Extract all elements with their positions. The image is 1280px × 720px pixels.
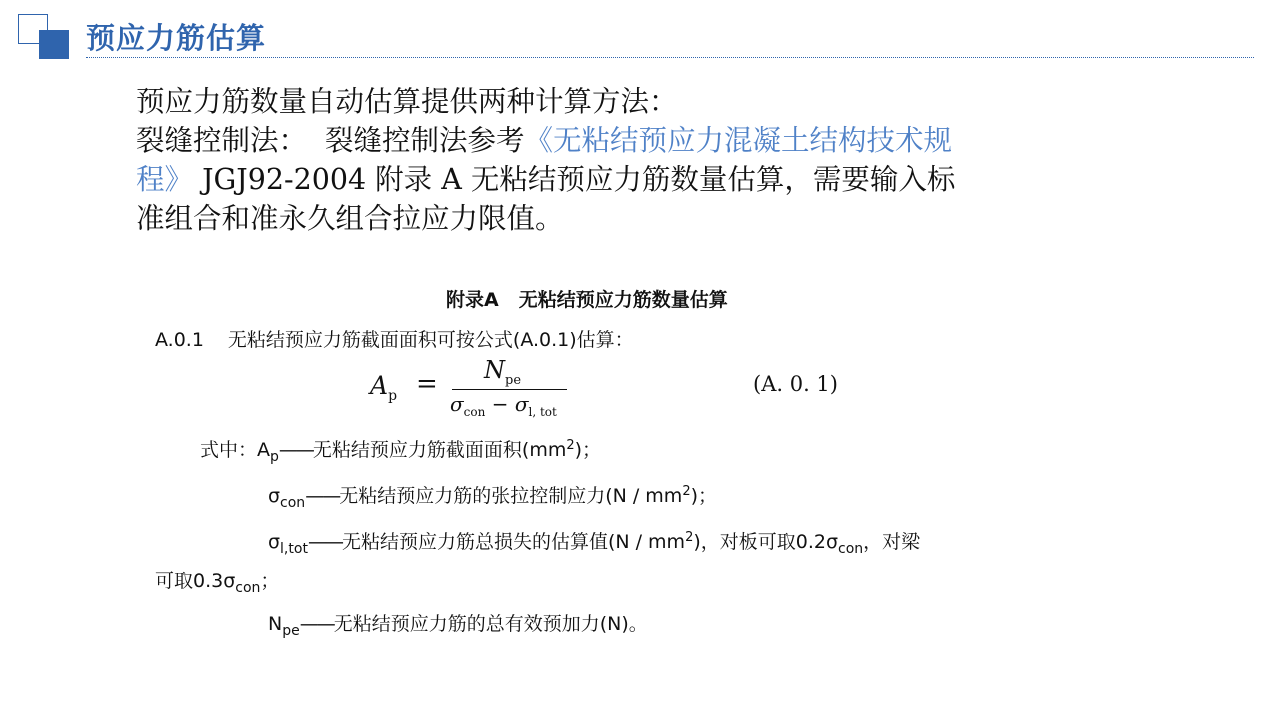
formula-lhs: $A_p$ <box>370 371 398 404</box>
appendix-title-prefix: 附录A <box>446 289 499 311</box>
intro-paragraph <box>136 82 1056 238</box>
formula-a01 <box>370 356 580 426</box>
standard-reference-link[interactable]: 《无粘结预应力混凝土结构技术规 <box>524 124 953 157</box>
formula-number: (A. 0. 1) <box>753 372 838 396</box>
definition-sigma-con: $\sigma_{con}——$无粘结预应力筋的张拉控制应力$(N / mm^2)$； <box>268 484 718 511</box>
definition-sigma-ltot: $\sigma_{l,tot}——$无粘结预应力筋总损失的估算值$(N / mm^2)$，对板可取$0.2\sigma_{con}$，对梁 <box>268 530 921 557</box>
definition-ap: 式中：$A_p——$无粘结预应力筋截面面积$(mm^2)$； <box>200 438 602 465</box>
crack-control-text: 裂缝控制法参考 <box>325 124 525 157</box>
intro-line-4: 准组合和准永久组合拉应力限值。 <box>136 202 564 235</box>
crack-control-label: 裂缝控制法： <box>136 124 308 157</box>
appendix-title <box>446 286 728 314</box>
clause-a01 <box>155 326 634 354</box>
formula-numerator: $N_{pe}$ <box>484 356 522 388</box>
intro-line-3-text: JGJ92-2004 附录 A 无粘结预应力筋数量估算，需要输入标 <box>193 163 956 196</box>
formula-denominator: $\sigma_{con} - \sigma_{l, tot}$ <box>450 392 557 419</box>
fraction-bar <box>452 389 567 390</box>
definition-sigma-ltot-continued: 可取$0.3\sigma_{con}$； <box>155 570 280 596</box>
intro-line-3 <box>136 160 1056 199</box>
formula-equals: = <box>416 369 438 399</box>
page-title: 预应力筋估算 <box>86 21 267 55</box>
clause-text: 无粘结预应力筋截面面积可按公式(A.0.1)估算： <box>227 329 634 351</box>
definition-npe: $N_{pe}——$无粘结预应力筋的总有效预加力(N)。 <box>268 613 648 639</box>
intro-line-2 <box>136 121 1056 160</box>
appendix-title-text: 无粘结预应力筋数量估算 <box>518 289 728 311</box>
header-decoration-block <box>39 30 69 59</box>
standard-reference-link-end[interactable]: 程》 <box>136 163 194 196</box>
clause-number: A.0.1 <box>155 329 204 351</box>
title-divider <box>86 57 1254 58</box>
intro-line-1: 预应力筋数量自动估算提供两种计算方法： <box>136 85 678 118</box>
